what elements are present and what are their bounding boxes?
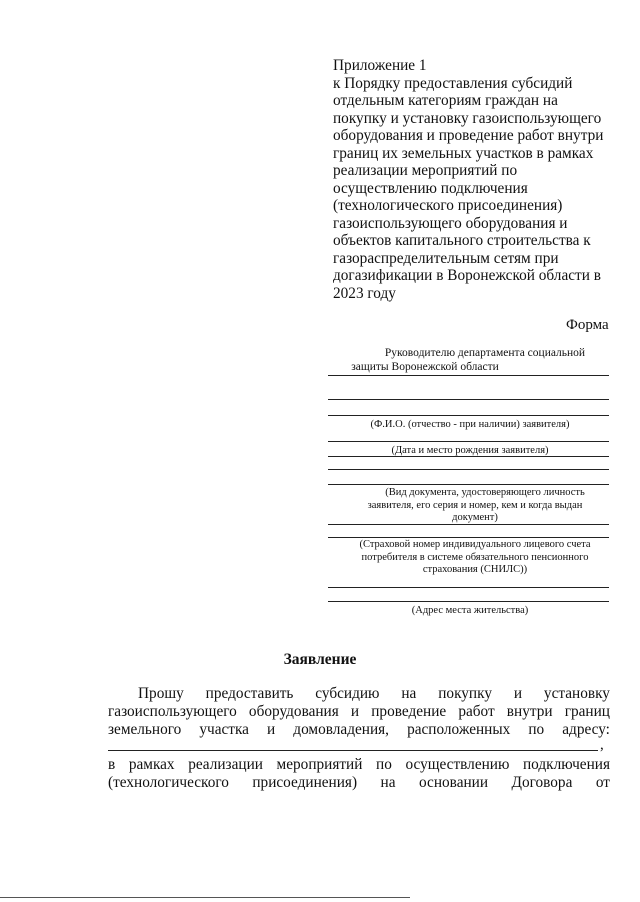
body-word: и (267, 721, 276, 738)
body-word: присоединения) (252, 774, 358, 791)
body-word: проведение (371, 703, 447, 720)
footer-rule (0, 897, 410, 898)
snils-caption-3: страхования (СНИЛС)) (422, 564, 528, 575)
body-line-2 (108, 703, 610, 721)
appendix-line: к Порядку предоставления субсидий (333, 74, 573, 92)
body-word: покупку (438, 685, 492, 702)
body-word: и (350, 703, 360, 720)
doc-blank-line-1 (328, 469, 609, 470)
doc-caption-1: (Вид документа, удостоверяющего личность (385, 487, 585, 498)
doc-blank-line-2 (328, 484, 609, 485)
appendix-line: догазификации в Воронежской области в (333, 267, 601, 284)
body-word: на (380, 774, 396, 791)
snils-caption-1: (Страховой номер индивидуального лицевого счета (359, 539, 591, 550)
birth-caption: (Дата и место рождения заявителя) (391, 445, 549, 456)
appendix-line: оборудования и проведение работ внутри (333, 127, 604, 144)
fio-blank-line-2 (328, 415, 609, 416)
body-word: осуществлению (405, 756, 510, 773)
body-word: субсидию (315, 685, 380, 702)
doc-caption-3: документ) (452, 512, 498, 523)
fio-caption: (Ф.И.О. (отчество - при наличии) заявителя) (370, 419, 570, 430)
address-comma: , (600, 737, 604, 753)
addressee-underline (328, 375, 609, 376)
body-word: участка (199, 721, 249, 738)
address-blank-line-1 (328, 587, 609, 588)
doc-caption-2: заявителя, его серия и номер, кем и когда выдан (367, 500, 583, 511)
body-word: на (401, 685, 417, 702)
address-caption: (Адрес места жительства) (411, 605, 529, 616)
appendix-line: отдельным категориям граждан на (333, 92, 558, 109)
fio-blank-line-1 (328, 399, 609, 400)
body-word: предоставить (205, 685, 294, 702)
body-word: домовладения, (293, 721, 389, 738)
body-word: расположенных (407, 721, 511, 738)
body-word: Прошу (138, 685, 184, 702)
body-word: и (513, 685, 523, 702)
appendix-line: газоиспользующего оборудования и (333, 214, 568, 232)
birth-underline (328, 456, 609, 457)
body-word: основании (419, 774, 489, 791)
appendix-line: границ их земельных участков в рамках (333, 144, 594, 162)
body-word: реализации (188, 756, 263, 773)
appendix-line: газораспределительным сетям при (333, 249, 559, 267)
body-word: мероприятий (276, 756, 363, 773)
body-line-3 (108, 721, 610, 739)
addressee-line-2: защиты Воронежской области (351, 361, 499, 373)
address-fill-line (108, 750, 598, 751)
addressee-line-1: Руководителю департамента социальной (384, 347, 586, 359)
appendix-line: объектов капитального строительства к (333, 232, 591, 249)
body-word: от (595, 774, 610, 791)
body-word: установку (543, 685, 610, 702)
body-word: рамках (128, 756, 175, 773)
body-word: подключения (523, 756, 610, 773)
body-word: границ (564, 703, 610, 720)
appendix-line: покупку и установку газоиспользующего (333, 109, 602, 127)
birth-blank-line (328, 441, 609, 442)
body-word: земельного (108, 721, 182, 738)
appendix-header (333, 57, 623, 302)
doc-underline (328, 524, 609, 525)
body-word: оборудования (248, 703, 339, 720)
body-line-1 (138, 685, 610, 703)
body-word: газоиспользующего (108, 703, 237, 720)
appendix-line: осуществлению подключения (333, 179, 528, 197)
appendix-line: Приложение 1 (333, 57, 427, 74)
body-word: Договора (511, 774, 573, 791)
form-label: Форма (566, 317, 609, 333)
body-line-5 (108, 756, 610, 774)
body-word: внутри (506, 703, 553, 720)
appendix-line: 2023 году (333, 284, 396, 302)
body-line-6 (108, 774, 610, 792)
body-word: в (108, 756, 116, 773)
snils-caption-2: потребителя в системе обязательного пенсионного (361, 552, 589, 563)
appendix-line: реализации мероприятий по (333, 162, 518, 179)
appendix-line: (технологического присоединения) (333, 197, 563, 214)
body-word: по (376, 756, 392, 773)
document-title: Заявление (283, 651, 357, 668)
body-word: по (528, 721, 545, 738)
address-blank-line-2 (328, 601, 609, 602)
body-word: (технологического (108, 774, 229, 791)
body-word: адресу: (562, 721, 610, 738)
body-word: работ (458, 703, 495, 720)
